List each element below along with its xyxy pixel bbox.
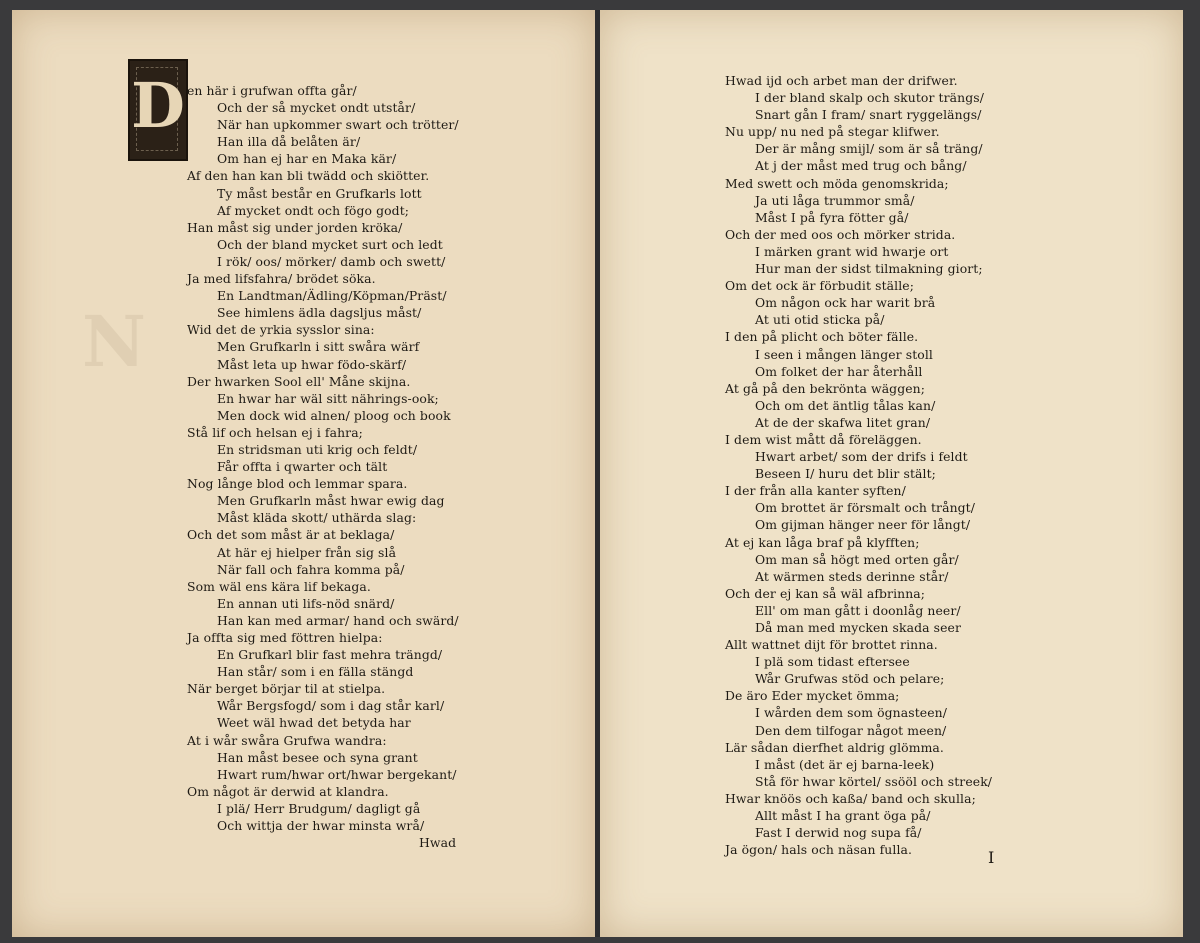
verse-line: Ty måst består en Grufkarls lott: [217, 185, 422, 201]
left-verse-column: [187, 82, 459, 851]
verse-line: Och der ej kan så wäl afbrinna;: [725, 585, 926, 601]
verse-line: Om det ock är förbudit ställe;: [725, 278, 914, 294]
right-page: [600, 10, 1183, 937]
verse-line: At de der skafwa litet gran/: [755, 414, 931, 430]
verse-line: Om någon ock har warit brå: [755, 295, 936, 311]
verse-line: Af mycket ondt och fögo godt;: [217, 202, 410, 218]
verse-line: Nu upp/ nu ned på stegar klifwer.: [725, 124, 940, 140]
verse-line: Han måst sig under jorden kröka/: [187, 219, 403, 235]
verse-line: Och der bland mycket surt och ledt: [217, 236, 443, 252]
verse-line: Allt wattnet dijt för brottet rinna.: [725, 637, 938, 653]
verse-line: Måst leta up hwar födo-skärf/: [217, 356, 407, 372]
decorated-initial: [128, 59, 188, 161]
verse-line: Om något är derwid at klandra.: [187, 783, 389, 799]
right-verse-column: [725, 72, 992, 858]
left-page: [12, 10, 595, 937]
verse-line: Ja med lifsfahra/ brödet söka.: [187, 271, 376, 287]
verse-line: Ja uti låga trummor små/: [755, 192, 915, 208]
verse-line: en här i grufwan offta går/: [187, 83, 357, 98]
verse-line: I seen i mången länger stoll: [755, 346, 933, 362]
verse-line: Om han ej har en Maka kär/: [217, 151, 397, 167]
verse-line: Får offta i qwarter och tält: [217, 459, 388, 475]
verse-line: Nog långe blod och lemmar spara.: [187, 476, 408, 492]
verse-line: Der hwarken Sool ell' Måne skijna.: [187, 373, 411, 389]
verse-line: Der är mång smijl/ som är så träng/: [755, 141, 983, 157]
bleed-through-mark: N: [82, 300, 146, 383]
verse-line: En hwar har wäl sitt nährings-ook;: [217, 390, 439, 406]
verse-line: Och der med oos och mörker strida.: [725, 226, 956, 242]
verse-line: En Grufkarl blir fast mehra trängd/: [217, 647, 443, 663]
verse-line: Hwart arbet/ som der drifs i feldt: [755, 449, 968, 465]
verse-line: Fast I derwid nog supa få/: [755, 825, 922, 841]
verse-line: I der från alla kanter syften/: [725, 483, 906, 499]
verse-line: Som wäl ens kära lif bekaga.: [187, 578, 371, 594]
verse-line: Af den han kan bli twädd och skiötter.: [187, 168, 430, 184]
verse-line: Och wittja der hwar minsta wrå/: [217, 818, 425, 834]
verse-line: En stridsman uti krig och feldt/: [217, 441, 418, 457]
verse-line: Men Grufkarln i sitt swåra wärf: [217, 339, 420, 355]
verse-line: Om man så högt med orten går/: [755, 551, 959, 567]
verse-line: Med swett och möda genomskrida;: [725, 175, 949, 191]
verse-line: Hwar knöös och kaßa/ band och skulla;: [725, 790, 976, 806]
verse-line: Om folket der har återhåll: [755, 363, 923, 379]
verse-line: I wården dem som ögnasteen/: [755, 705, 948, 721]
verse-line: Wid det de yrkia sysslor sina:: [187, 322, 375, 338]
left-catchword: Hwad: [419, 835, 457, 851]
verse-line: Han kan med armar/ hand och swärd/: [217, 612, 459, 628]
verse-line: I dem wist mått då föreläggen.: [725, 431, 922, 447]
verse-line: Wår Bergsfogd/ som i dag står karl/: [217, 698, 445, 714]
verse-line: När berget börjar til at stielpa.: [187, 681, 386, 697]
verse-line: Och om det äntlig tålas kan/: [755, 397, 936, 413]
verse-line: At gå på den bekrönta wäggen;: [725, 380, 926, 396]
verse-line: Och det som måst är at beklaga/: [187, 527, 395, 543]
verse-line: Stå för hwar körtel/ ssööl och streek/: [755, 773, 993, 789]
verse-line: Stå lif och helsan ej i fahra;: [187, 424, 363, 440]
verse-line: När fall och fahra komma på/: [217, 561, 405, 577]
verse-line: Wår Grufwas stöd och pelare;: [755, 671, 945, 687]
verse-line: Han står/ som i en fälla stängd: [217, 664, 414, 680]
verse-line: Måst kläda skott/ uthärda slag:: [217, 510, 417, 526]
verse-line: Ja ögon/ hals och näsan fulla.: [725, 842, 913, 858]
verse-line: I den på plicht och böter fälle.: [725, 329, 919, 345]
verse-line: Hwad ijd och arbet man der drifwer.: [725, 73, 958, 88]
verse-line: At wärmen steds derinne står/: [755, 568, 949, 584]
right-catchword: I: [988, 848, 995, 867]
initial-letter: D: [131, 69, 185, 142]
verse-line: See himlens ädla dagsljus måst/: [217, 305, 422, 321]
verse-line: Han måst besee och syna grant: [217, 749, 418, 765]
verse-line: At j der måst med trug och bång/: [755, 158, 967, 174]
verse-line: At ej kan låga braf på klyfften;: [725, 534, 920, 550]
verse-line: I plä som tidast eftersee: [755, 654, 910, 670]
verse-line: At här ej hielper från sig slå: [217, 544, 397, 560]
verse-line: Om brottet är försmalt och trångt/: [755, 500, 976, 516]
verse-line: En Landtman/Ädling/Köpman/Präst/: [217, 288, 447, 304]
verse-line: Ja offta sig med föttren hielpa:: [187, 630, 383, 645]
verse-line: Snart gån I fram/ snart ryggelängs/: [755, 107, 982, 123]
verse-line: I rök/ oos/ mörker/ damb och swett/: [217, 253, 446, 269]
verse-line: I måst (det är ej barna-leek): [755, 756, 935, 772]
verse-line: Då man med mycken skada seer: [755, 620, 961, 635]
verse-line: De äro Eder mycket ömma;: [725, 688, 900, 704]
verse-line: Och der så mycket ondt utstår/: [217, 100, 416, 116]
verse-line: I plä/ Herr Brudgum/ dagligt gå: [217, 800, 421, 816]
verse-line: I märken grant wid hwarje ort: [755, 243, 949, 259]
verse-line: När han upkommer swart och trötter/: [217, 117, 459, 133]
verse-line: Om gijman hänger neer för långt/: [755, 517, 971, 533]
verse-line: Hwart rum/hwar ort/hwar bergekant/: [217, 766, 457, 782]
verse-line: Allt måst I ha grant öga på/: [755, 808, 931, 824]
verse-line: I der bland skalp och skutor trängs/: [755, 90, 984, 106]
verse-line: Men dock wid alnen/ ploog och book: [217, 407, 451, 423]
verse-line: Men Grufkarln måst hwar ewig dag: [217, 493, 445, 509]
verse-line: Ell' om man gått i doonlåg neer/: [755, 602, 961, 618]
verse-line: En annan uti lifs-nöd snärd/: [217, 595, 395, 611]
verse-line: At uti otid sticka på/: [755, 312, 885, 328]
verse-line: Den dem tilfogar något meen/: [755, 722, 947, 738]
verse-line: Weet wäl hwad det betyda har: [217, 715, 411, 731]
verse-line: Hur man der sidst tilmakning giort;: [755, 261, 983, 277]
verse-line: Han illa då belåten är/: [217, 134, 361, 150]
verse-line: At i wår swåra Grufwa wandra:: [187, 732, 387, 748]
verse-line: Lär sådan dierfhet aldrig glömma.: [725, 739, 944, 755]
verse-line: Måst I på fyra fötter gå/: [755, 209, 909, 225]
verse-line: Beseen I/ huru det blir stält;: [755, 466, 936, 482]
